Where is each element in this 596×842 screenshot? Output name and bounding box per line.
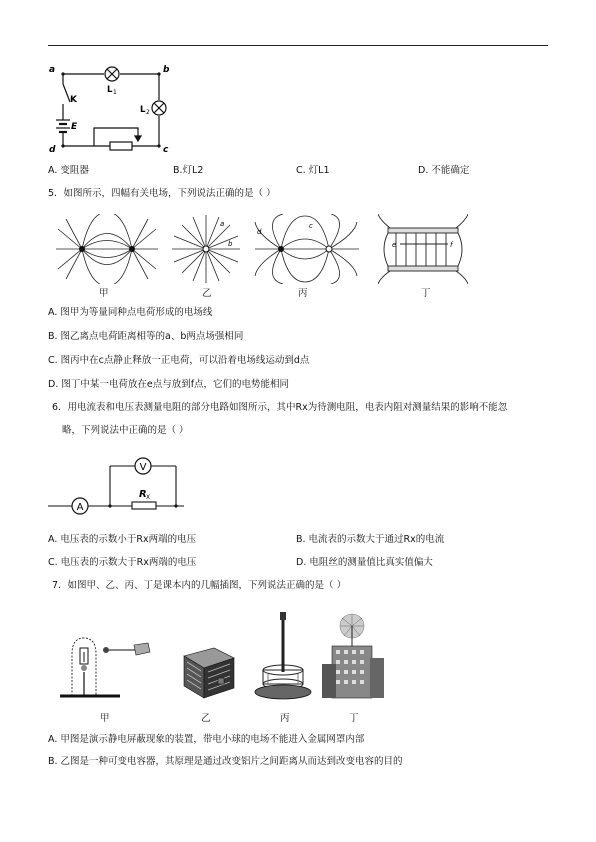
- q7-label-ding: 丁: [349, 713, 359, 724]
- q5-option-a: A. 图甲为等量同种点电荷形成的电场线: [48, 307, 213, 318]
- ammeter-icon: [72, 498, 88, 514]
- q5-figure-ding: [378, 214, 468, 284]
- q6-option-b: B. 电流表的示数大于通过Rx的电流: [296, 534, 445, 545]
- q6-option-a: A. 电压表的示数小于Rx两端的电压: [48, 534, 197, 545]
- q4-circuit-figure: [46, 62, 181, 154]
- point-c-label: c: [163, 145, 169, 154]
- q6-circuit-figure: [48, 450, 198, 520]
- q4-option-a: A. 变阻器: [48, 165, 89, 176]
- q7-option-b: B. 乙图是一种可变电容器，其原理是通过改变铝片之间距离从而达到改变电容的目的: [48, 756, 403, 767]
- q5-point-d: d: [257, 228, 262, 236]
- lamp-l2-icon: [152, 101, 166, 115]
- q5-point-e: e: [392, 241, 397, 249]
- q5-stem: 5．如图所示，四幅有关电场，下列说法正确的是（ ）: [48, 188, 276, 199]
- voltmeter-label: V: [139, 462, 147, 473]
- lamp2-label: L: [140, 105, 146, 115]
- q4-option-b: B.灯L2: [173, 165, 204, 176]
- lamp2-sub: 2: [146, 109, 150, 116]
- q6-stem-line2: 略，下列说法中正确的是（ ）: [62, 425, 189, 436]
- header-rule: [48, 45, 548, 46]
- q5-point-c: c: [309, 222, 313, 230]
- resistor-sub: X: [146, 494, 151, 501]
- q5-label-ding: 丁: [421, 288, 431, 299]
- lamp1-label: L: [107, 85, 113, 95]
- q4-option-c: C. 灯L1: [296, 165, 330, 176]
- q7-stem: 7．如图甲、乙、丙、丁是课本内的几幅插图，下列说法正确的是（ ）: [52, 580, 347, 591]
- q5-figure-jia: [52, 214, 162, 284]
- q7-figure-bing: [254, 612, 314, 702]
- q7-figure-ding: [322, 612, 384, 702]
- q5-point-a: a: [220, 220, 225, 228]
- lamp-l1-icon: [105, 67, 119, 81]
- q7-label-bing: 丙: [280, 713, 290, 724]
- resistor-label: R: [139, 489, 147, 500]
- point-a-label: a: [49, 65, 56, 75]
- battery-label: E: [71, 122, 78, 132]
- q5-point-b: b: [228, 240, 233, 248]
- q7-option-a: A. 甲图是演示静电屏蔽现象的装置，带电小球的电场不能进入金属网罩内部: [48, 734, 365, 745]
- q6-option-c: C. 电压表的示数大于Rx两端的电压: [48, 557, 197, 568]
- q5-option-d: D. 图丁中某一电荷放在e点与放到f点，它们的电势能相同: [48, 379, 290, 390]
- point-d-label: d: [49, 145, 56, 154]
- q5-option-b: B. 图乙离点电荷距离相等的a、b两点场强相同: [48, 331, 244, 342]
- q5-point-f: f: [450, 241, 453, 249]
- ammeter-label: A: [76, 502, 84, 513]
- q5-label-bing: 丙: [298, 288, 308, 299]
- q5-figure-bing: [253, 214, 361, 284]
- q6-stem-line1: 6．用电流表和电压表测量电阻的部分电路如图所示，其中Rx为待测电阻，电表内阻对测量结果的影响不能忽: [52, 402, 508, 413]
- q4-option-d: D. 不能确定: [418, 165, 470, 176]
- q7-figure-jia: [60, 632, 152, 702]
- lamp1-sub: 1: [113, 89, 117, 96]
- voltmeter-icon: [135, 458, 151, 474]
- q6-option-d: D. 电阻丝的测量值比真实值偏大: [296, 557, 433, 568]
- q5-option-c: C. 图丙中在c点静止释放一正电荷，可以沿着电场线运动到d点: [48, 355, 310, 366]
- point-b-label: b: [163, 65, 170, 75]
- switch-label: K: [70, 95, 77, 105]
- q5-figure-yi: [170, 214, 242, 284]
- q7-label-yi: 乙: [201, 713, 211, 724]
- q7-figure-yi: [178, 640, 238, 702]
- q5-label-jia: 甲: [99, 288, 109, 299]
- q7-label-jia: 甲: [100, 713, 110, 724]
- q5-label-yi: 乙: [202, 288, 212, 299]
